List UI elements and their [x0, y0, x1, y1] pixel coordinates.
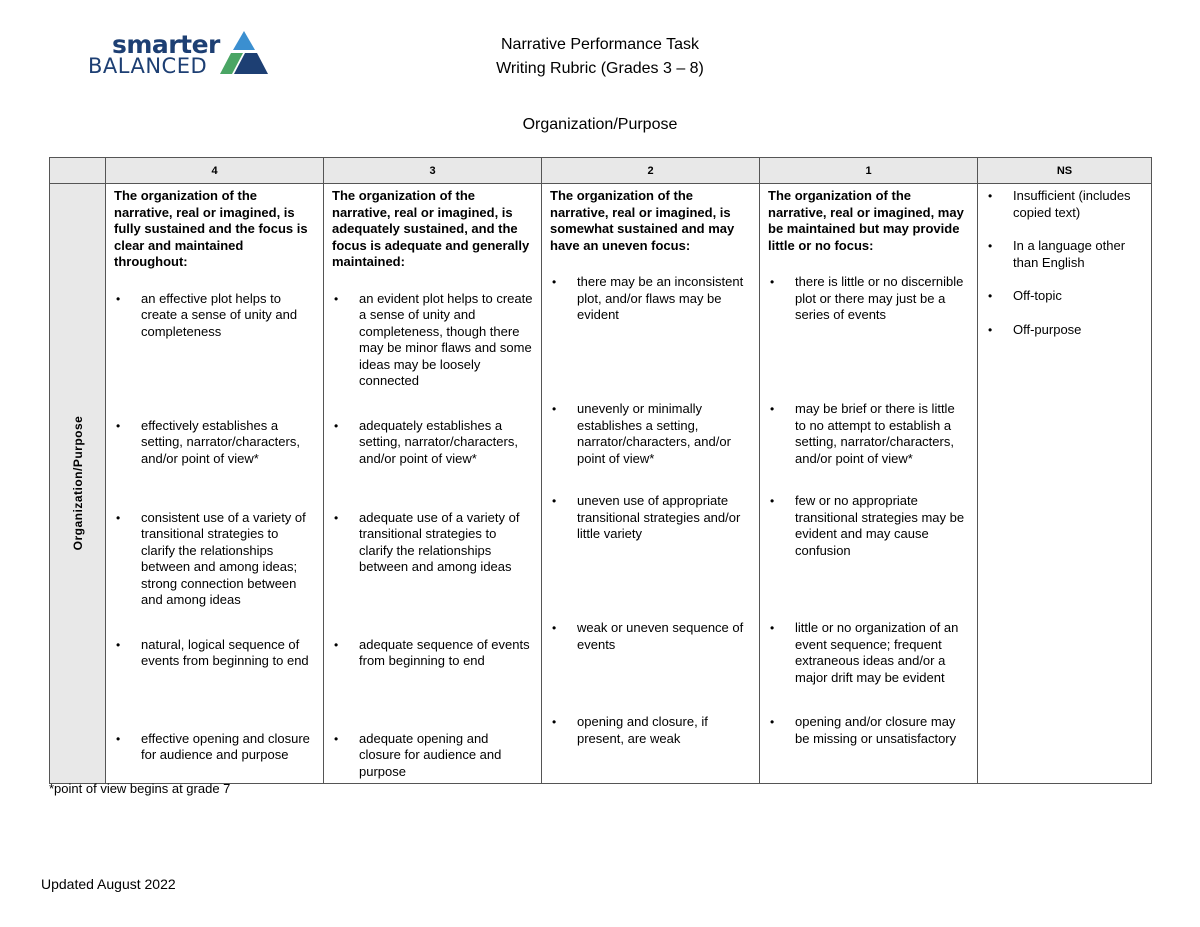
score-ns-cell [978, 184, 1152, 784]
criterion: • an effective plot helps to create a sense of unity and completeness [114, 291, 315, 418]
rubric-table [49, 157, 1152, 784]
criterion: • unevenly or minimally establishes a setting, narrator/characters, and/or point of view* [550, 401, 751, 493]
ns-criterion: • Insufficient (includes copied text) [986, 188, 1143, 221]
criterion: • uneven use of appropriate transitional strategies and/or little variety [550, 493, 751, 620]
ns-criterion: • Off-purpose [986, 322, 1143, 339]
document-title: Narrative Performance Task [501, 36, 699, 53]
criterion: • opening and/or closure may be missing or unsatisfactory [768, 714, 969, 764]
criterion: • effectively establishes a setting, narrator/characters, and/or point of view* [114, 418, 315, 510]
criterion: • an evident plot helps to create a sense of unity and completeness, though there may be minor flaws and some ideas may be loosely connected [332, 291, 533, 418]
criterion: • adequately establishes a setting, narrator/characters, and/or point of view* [332, 418, 533, 510]
score-2-cell [542, 184, 760, 784]
criterion: • opening and closure, if present, are weak [550, 714, 751, 764]
score-4-cell [106, 184, 324, 784]
criterion: • there may be an inconsistent plot, and/or flaws may be evident [550, 274, 751, 401]
logo-bottom-word: BALANCED [88, 54, 208, 78]
ns-criterion: • Off-topic [986, 288, 1143, 305]
criterion: • adequate use of a variety of transitional strategies to clarify the relationships between and among ideas [332, 510, 533, 637]
score-description: The organization of the narrative, real or imagined, is somewhat sustained and may have an uneven focus: [550, 188, 735, 253]
logo-top-word: smarter [112, 30, 220, 59]
section-title: Organization/Purpose [522, 116, 678, 133]
score-description: The organization of the narrative, real or imagined, is fully sustained and the focus is clear and maintained throughout: [114, 188, 308, 269]
score-header: 1 [760, 158, 978, 184]
document-subtitle: Writing Rubric (Grades 3 – 8) [496, 60, 704, 77]
corner-cell [50, 158, 106, 184]
criterion: • consistent use of a variety of transitional strategies to clarify the relationships between and among ideas; strong connection between and among ideas [114, 510, 315, 637]
row-header-label: Organization/Purpose [70, 415, 85, 551]
score-header-ns: NS [978, 158, 1152, 184]
footnote: *point of view begins at grade 7 [49, 781, 231, 796]
criterion: • natural, logical sequence of events from beginning to end [114, 637, 315, 731]
score-description: The organization of the narrative, real or imagined, is adequately sustained, and the focus is adequate and generally maintained: [332, 188, 530, 269]
criterion: • adequate opening and closure for audience and purpose [332, 731, 533, 781]
criterion: • little or no organization of an event sequence; frequent extraneous ideas and/or a major drift may be evident [768, 620, 969, 714]
score-header: 3 [324, 158, 542, 184]
criterion: • few or no appropriate transitional strategies may be evident and may cause confusion [768, 493, 969, 620]
rubric-row [50, 184, 1152, 784]
score-3-cell [324, 184, 542, 784]
score-header: 4 [106, 158, 324, 184]
row-header [50, 184, 106, 784]
score-description: The organization of the narrative, real or imagined, may be maintained but may provide little or no focus: [768, 188, 964, 253]
criterion: • there is little or no discernible plot or there may just be a series of events [768, 274, 969, 401]
criterion: • adequate sequence of events from beginning to end [332, 637, 533, 731]
criterion: • weak or uneven sequence of events [550, 620, 751, 714]
score-header-row [50, 158, 1152, 184]
score-header: 2 [542, 158, 760, 184]
criterion: • effective opening and closure for audience and purpose [114, 731, 315, 781]
score-1-cell [760, 184, 978, 784]
criterion: • may be brief or there is little to no attempt to establish a setting, narrator/characters, and/or point of view* [768, 401, 969, 493]
updated-date: Updated August 2022 [41, 876, 176, 892]
ns-criterion: • In a language other than English [986, 238, 1143, 271]
